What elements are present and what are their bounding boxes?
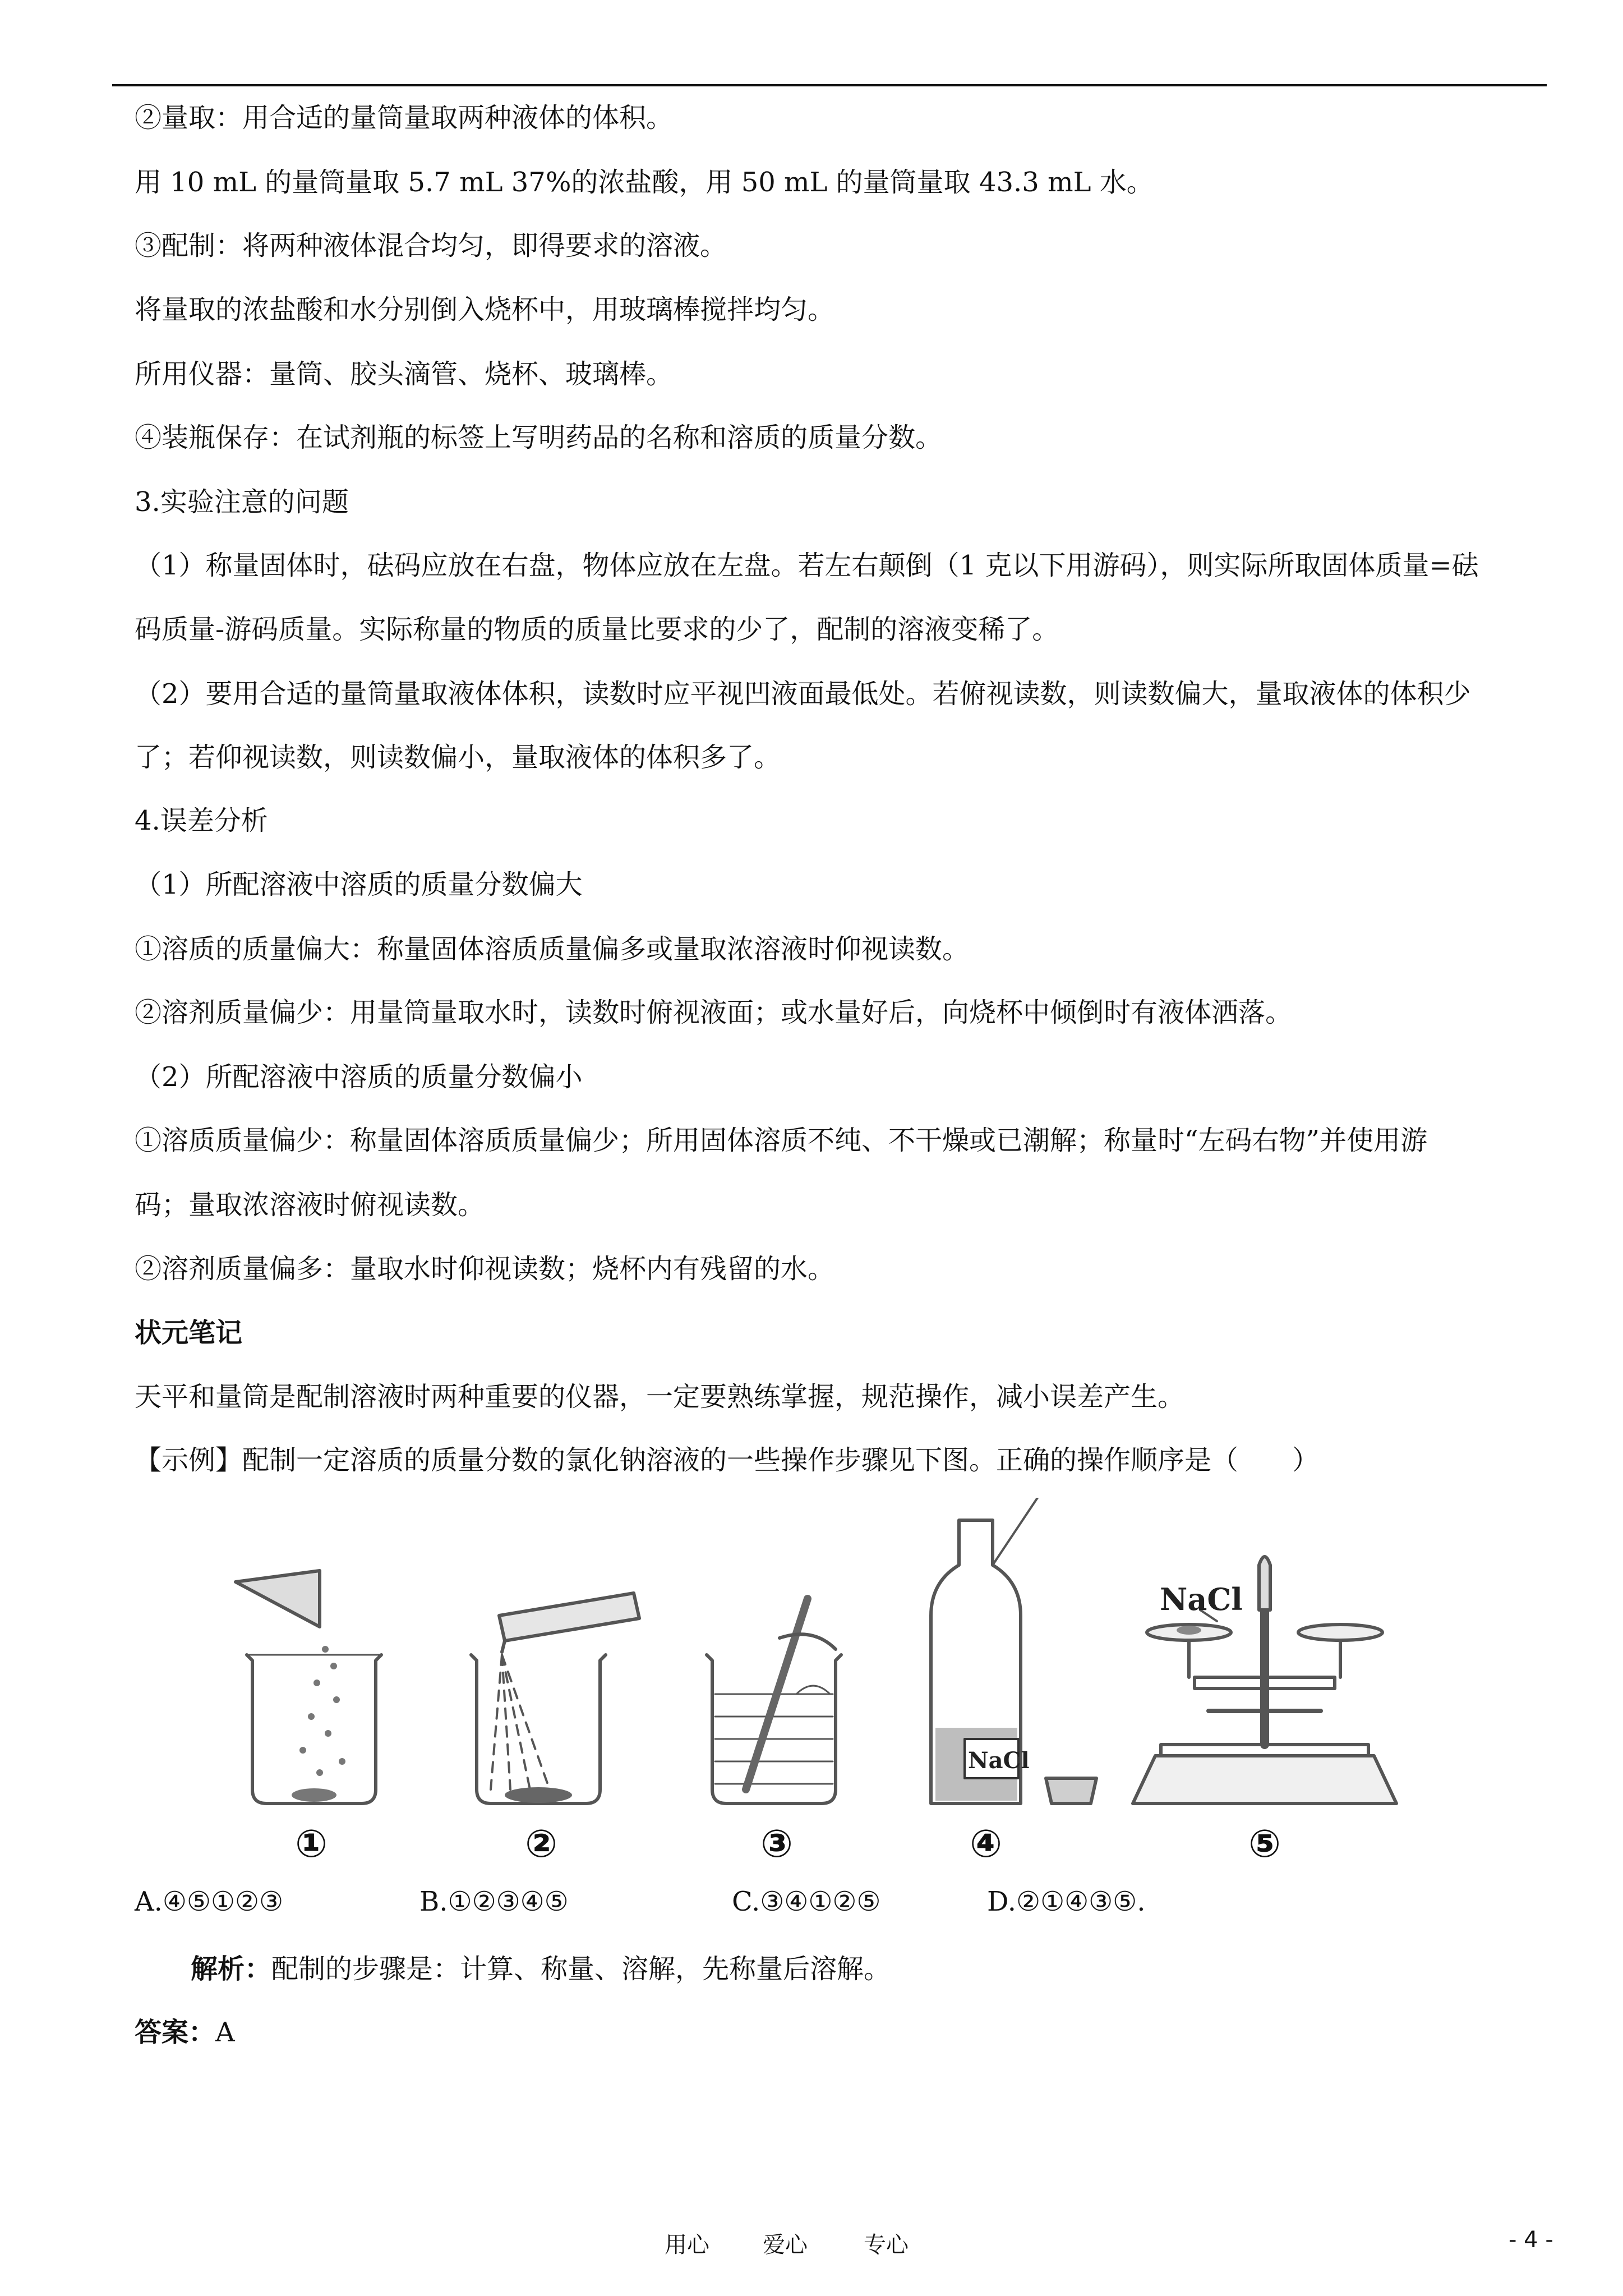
text-line: （1）所配溶液中溶质的质量分数偏大 — [135, 869, 583, 900]
text-line: ②溶剂质量偏少：用量筒量取水时，读数时俯视液面；或水量好后，向烧杯中倾倒时有液体洒落。 — [135, 997, 1293, 1028]
section-heading: 3.实验注意的问题 — [135, 486, 349, 518]
footer-slogan-1: 用心 — [665, 2232, 709, 2258]
text-line: ③配制：将两种液体混合均匀，即得要求的溶液。 — [135, 230, 727, 261]
example-tag: 【示例】 — [135, 1444, 243, 1476]
bottle-nacl-label: NaCl — [968, 1747, 1030, 1774]
text-line: ②溶剂质量偏多：量取水时仰视读数；烧杯内有残留的水。 — [135, 1253, 835, 1285]
example-question — [135, 1443, 1319, 1477]
option-d[interactable]: D.②①④③⑤. — [987, 1886, 1146, 1917]
text-line: ②量取：用合适的量筒量取两种液体的体积。 — [135, 102, 674, 134]
text-line: 码；量取浓溶液时俯视读数。 — [135, 1189, 485, 1221]
text-line: ①溶质的质量偏大：称量固体溶质质量偏多或量取浓溶液时仰视读数。 — [135, 933, 970, 965]
text-line: 将量取的浓盐酸和水分别倒入烧杯中，用玻璃棒搅拌均匀。 — [135, 294, 835, 325]
text-line: （2）所配溶液中溶质的质量分数偏小 — [135, 1061, 583, 1093]
option-b[interactable]: B.①②③④⑤ — [419, 1886, 569, 1917]
figure-label: ④ — [970, 1822, 1002, 1866]
text-line: 用 10 mL 的量筒量取 5.7 mL 37%的浓盐酸，用 50 mL 的量筒量取 43.3 mL 水。 — [135, 167, 1154, 198]
text-line: （1）称量固体时，砝码应放在右盘，物体应放在左盘。若左右颠倒（1 克以下用游码），则实际所取固体质量=砝 — [135, 550, 1479, 581]
analysis — [191, 1952, 891, 1986]
beaker-stir-icon — [707, 1599, 841, 1803]
text-line: 所用仪器：量筒、胶头滴管、烧杯、玻璃棒。 — [135, 358, 674, 390]
figure-label: ② — [525, 1822, 557, 1866]
example-question-text: 配制一定溶质的质量分数的氯化钠溶液的一些操作步骤见下图。正确的操作顺序是（ ） — [242, 1444, 1320, 1476]
footer-slogan-2: 爱心 — [763, 2232, 808, 2258]
figure-label: ① — [295, 1822, 328, 1866]
section-title: 状元笔记 — [135, 1317, 243, 1349]
answer-text: A — [215, 2017, 235, 2048]
page-number: - 4 - — [1509, 2227, 1553, 2253]
text-line: 码质量-游码质量。实际称量的物质的质量比要求的少了，配制的溶液变稀了。 — [135, 614, 1059, 645]
experiment-figure — [213, 1498, 1447, 1868]
analysis-text: 配制的步骤是：计算、称量、溶解，先称量后溶解。 — [271, 1953, 891, 1985]
balance-nacl-label: NaCl — [1160, 1581, 1243, 1617]
figure-label: ⑤ — [1248, 1822, 1281, 1866]
text-line: ④装瓶保存：在试剂瓶的标签上写明药品的名称和溶质的质量分数。 — [135, 422, 943, 453]
answer-label: 答案： — [135, 2017, 216, 2048]
beaker-pour-solid-icon — [236, 1571, 381, 1803]
beaker-pour-water-icon — [471, 1593, 639, 1803]
section-heading: 4.误差分析 — [135, 805, 268, 836]
text-line: ①溶质质量偏少：称量固体溶质质量偏少；所用固体溶质不纯、不干燥或已潮解；称量时“左码右物”并使用游 — [135, 1125, 1428, 1156]
header-rule — [112, 84, 1547, 86]
text-line: 了；若仰视读数，则读数偏小，量取液体的体积多了。 — [135, 742, 781, 773]
footer-slogan-3: 专心 — [864, 2232, 909, 2258]
note-text: 天平和量筒是配制溶液时两种重要的仪器，一定要熟练掌握，规范操作，减小误差产生。 — [135, 1381, 1185, 1412]
text-line: （2）要用合适的量筒量取液体体积，读数时应平视凹液面最低处。若俯视读数，则读数偏大，量取液体的体积少 — [135, 678, 1471, 710]
figure-label: ③ — [760, 1822, 793, 1866]
option-c[interactable]: C.③④①②⑤ — [732, 1886, 881, 1917]
answer — [135, 2016, 235, 2049]
option-a[interactable]: A.④⑤①②③ — [135, 1886, 284, 1917]
analysis-label: 解析： — [191, 1953, 272, 1985]
